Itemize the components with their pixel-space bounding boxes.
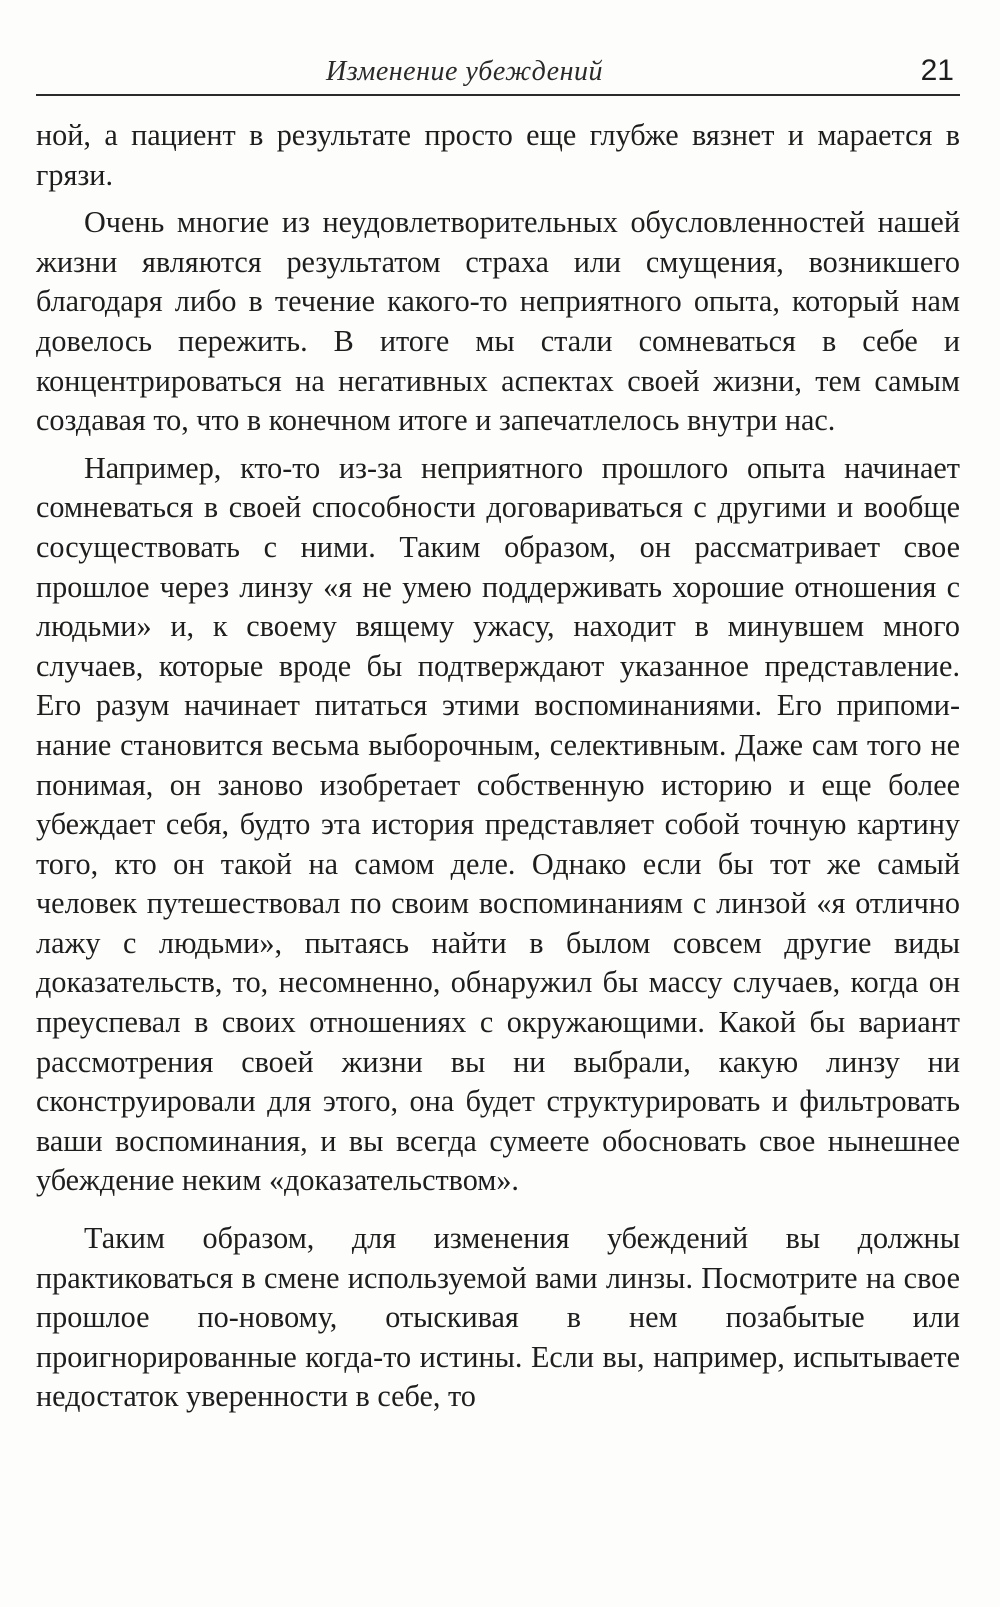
- page-number: 21: [920, 54, 954, 87]
- paragraph-continuation: ной, а пациент в результате просто еще глубже вязнет и марается в грязи.: [36, 118, 960, 192]
- paragraph: Например, кто-то из-за неприятного прошлого опыта начинает сомневаться в своей способности договариваться с другими и вообще сосуществовать с ними. Таким образом, он рассматривает свое прошлое через линзу «я не умею поддерживать хорошие отношения с людьми» и, к своему вящему ужасу, находит в минувшем много случаев, которые вроде бы подтверждают указанное представление. Его разум начинает питаться этими воспоминаниями. Его припоминание становится весьма выборочным, селективным. Даже сам того не понимая, он заново изобретает собственную историю и еще более убеждает себя, будто эта история представляет собой точную картину того, кто он такой на самом деле. Однако если бы тот же самый человек путешествовал по своим воспоминаниям с линзой «я отлично лажу с людьми», пытаясь найти в былом совсем другие виды доказательств, то, несомненно, обнаружил бы массу случаев, когда он преуспевал в своих отношениях с окружающими. Какой бы вариант рассмотрения своей жизни вы ни выбрали, какую линзу ни сконструировали для этого, она будет структурировать и фильтровать ваши воспоминания, и вы всегда сумеете обосновать свое нынешнее убеждение неким «доказательством».: [36, 450, 960, 1198]
- body-text: [36, 116, 960, 1417]
- paragraph: Таким образом, для изменения убеждений вы должны практиковаться в смене используемой вами линзы. Посмотрите на свое прошлое по-новому, отыскивая в нем позабытые или проигнорированные когда-то истины. Если вы, например, испытываете недостаток уверенности в себе, то: [36, 1221, 960, 1414]
- running-header: [36, 54, 960, 96]
- chapter-title: Изменение убеждений: [326, 56, 603, 87]
- paragraph: Очень многие из неудовлетворительных обусловленностей нашей жизни являются результатом страха или смущения, возникшего благодаря либо в течение какого-то неприятного опыта, который нам довелось пережить. В итоге мы стали сомневаться в себе и концентрироваться на негативных аспектах своей жизни, тем самым создавая то, что в конечном итоге и запечатлелось внутри нас.: [36, 205, 960, 438]
